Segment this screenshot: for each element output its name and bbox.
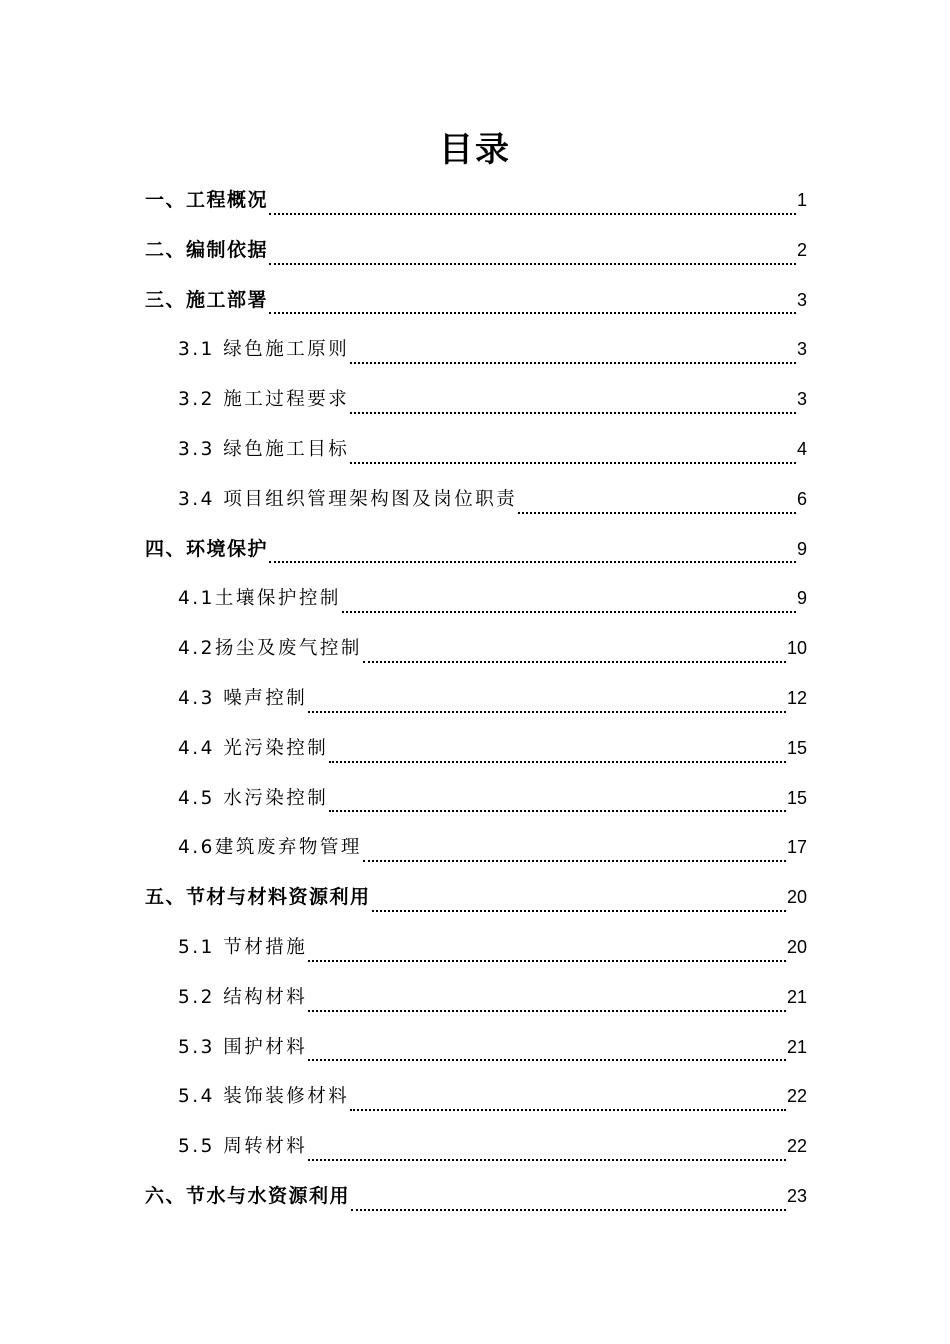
toc-entry[interactable]	[145, 379, 807, 429]
toc-dot-leader	[329, 810, 786, 812]
toc-entry-text: 5.4 装饰装修材料	[178, 1086, 350, 1108]
toc-dot-leader	[308, 960, 786, 962]
toc-page-number: 1	[796, 190, 807, 210]
toc-entry[interactable]	[145, 1076, 807, 1126]
toc-page-number: 12	[786, 687, 807, 708]
toc-entry[interactable]	[145, 1027, 807, 1077]
toc-entry[interactable]	[145, 927, 807, 977]
toc-entry-text: 4.2扬尘及废气控制	[178, 638, 362, 660]
toc-page-number: 22	[786, 1136, 807, 1157]
toc-entry-text: 3.2 施工过程要求	[178, 389, 350, 411]
toc-page-number: 17	[786, 837, 807, 858]
toc-entry-text: 5.1 节材措施	[178, 936, 308, 958]
toc-entry[interactable]	[145, 180, 807, 230]
toc-entry[interactable]	[145, 728, 807, 778]
toc-entry-text: 4.6建筑废弃物管理	[178, 837, 362, 859]
toc-page-number: 6	[796, 488, 807, 509]
toc-page-number: 2	[796, 239, 807, 260]
toc-dot-leader	[342, 611, 796, 613]
toc-entry[interactable]	[145, 1176, 807, 1226]
toc-entry[interactable]	[145, 280, 807, 330]
toc-entry-text: 二、编制依据	[145, 238, 269, 261]
toc-entry[interactable]	[145, 1126, 807, 1176]
toc-dot-leader	[308, 711, 786, 713]
toc-dot-leader	[308, 1059, 786, 1061]
toc-dot-leader	[350, 462, 796, 464]
toc-page-number: 23	[786, 1185, 807, 1206]
toc-dot-leader	[372, 910, 786, 912]
toc-entry-text: 5.2 结构材料	[178, 986, 308, 1008]
toc-dot-leader	[350, 412, 796, 414]
toc-entry[interactable]	[145, 578, 807, 628]
toc-dot-leader	[329, 761, 786, 763]
toc-entry-text: 3.3 绿色施工目标	[178, 438, 350, 460]
toc-page-number: 9	[796, 588, 807, 609]
toc-page-number: 20	[786, 887, 807, 908]
toc-page-number: 3	[796, 289, 807, 310]
toc-dot-leader	[269, 213, 796, 215]
toc-page-number: 3	[796, 339, 807, 360]
toc-entry-text: 三、施工部署	[145, 288, 269, 311]
toc-entry-text: 4.3 噪声控制	[178, 687, 308, 709]
toc-title: 目录	[439, 130, 511, 170]
toc-entry[interactable]	[145, 877, 807, 927]
toc-page-number: 15	[786, 787, 807, 808]
toc-entry[interactable]	[145, 678, 807, 728]
toc-entry-text: 五、节材与材料资源利用	[145, 886, 371, 909]
toc-entry[interactable]	[145, 977, 807, 1027]
toc-entry[interactable]	[145, 479, 807, 529]
toc-page-number: 21	[786, 986, 807, 1007]
toc-entry-text: 4.1土壤保护控制	[178, 588, 341, 610]
toc-entry[interactable]	[145, 230, 807, 280]
toc-dot-leader	[350, 1109, 786, 1111]
toc-entry[interactable]	[145, 827, 807, 877]
toc-entry-text: 六、节水与水资源利用	[145, 1184, 351, 1207]
toc-dot-leader	[269, 263, 796, 265]
toc-page-number: 10	[786, 638, 807, 659]
toc-page-number: 22	[786, 1086, 807, 1107]
toc-entry-text: 一、工程概况	[145, 189, 269, 211]
toc-entry-text: 5.5 周转材料	[178, 1136, 308, 1158]
toc-dot-leader	[363, 661, 786, 663]
toc-entry[interactable]	[145, 429, 807, 479]
toc-page-number: 15	[786, 737, 807, 758]
table-of-contents	[145, 180, 807, 1226]
toc-dot-leader	[269, 561, 796, 563]
toc-dot-leader	[518, 512, 796, 514]
toc-page-number: 21	[786, 1036, 807, 1057]
toc-page-number: 9	[796, 538, 807, 559]
toc-entry[interactable]	[145, 628, 807, 678]
toc-entry[interactable]	[145, 529, 807, 579]
toc-entry-text: 4.5 水污染控制	[178, 787, 329, 809]
toc-entry-text: 5.3 围护材料	[178, 1036, 308, 1058]
toc-page-number: 4	[796, 438, 807, 459]
toc-dot-leader	[269, 312, 796, 314]
toc-page-number: 3	[796, 389, 807, 410]
toc-entry[interactable]	[145, 329, 807, 379]
toc-entry-text: 四、环境保护	[145, 537, 269, 560]
toc-dot-leader	[308, 1159, 786, 1161]
toc-entry[interactable]	[145, 778, 807, 828]
toc-page-number: 20	[786, 936, 807, 957]
toc-dot-leader	[363, 860, 786, 862]
toc-dot-leader	[308, 1010, 786, 1012]
toc-dot-leader	[351, 1209, 786, 1211]
toc-dot-leader	[350, 362, 796, 364]
toc-entry-text: 3.4 项目组织管理架构图及岗位职责	[178, 488, 518, 510]
toc-entry-text: 4.4 光污染控制	[178, 737, 329, 759]
toc-entry-text: 3.1 绿色施工原则	[178, 339, 350, 361]
